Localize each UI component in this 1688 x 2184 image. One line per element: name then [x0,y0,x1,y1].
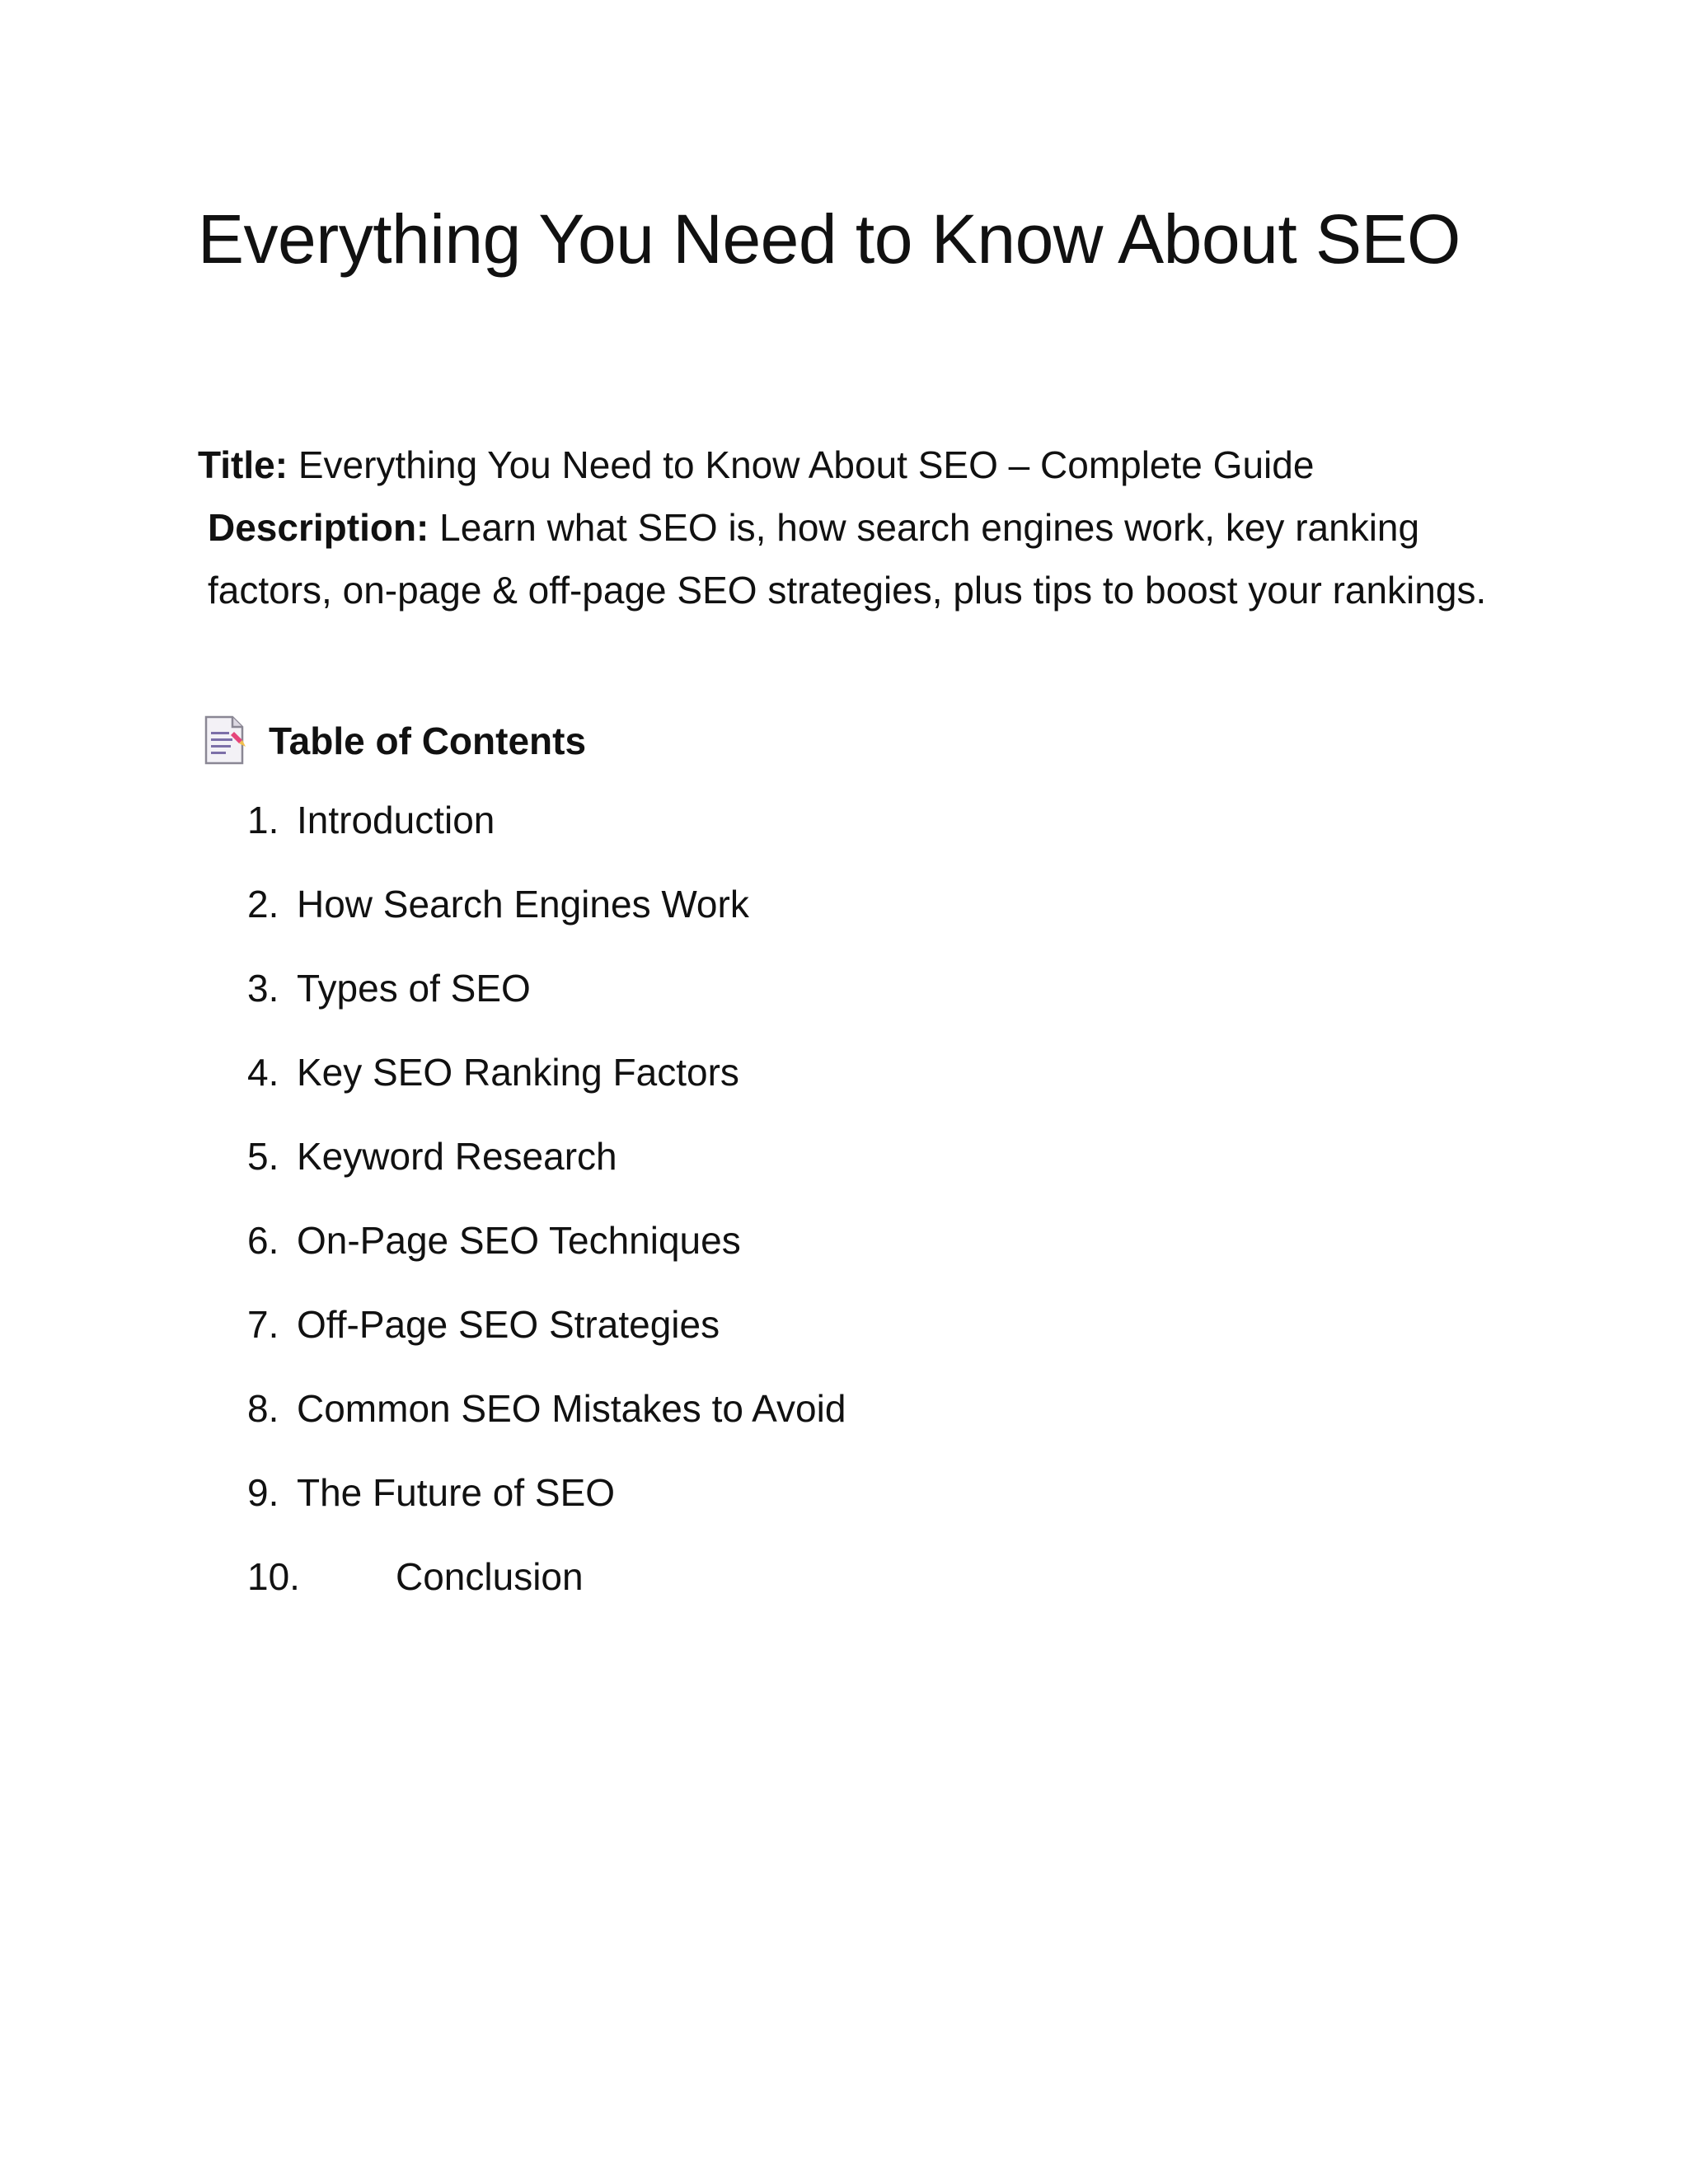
toc-item [247,1302,846,1386]
toc-item [247,1050,846,1134]
toc-item [247,1134,846,1218]
toc-item [247,882,846,966]
toc-item [247,798,846,882]
toc-item-number: 4. [247,1051,279,1094]
toc-item-number: 6. [247,1219,279,1262]
meta-description-value: Learn what SEO is, how search engines work, key ranking factors, on-page & off-page SEO strategies, plus tips to boost your rankings. [208,506,1487,612]
toc-heading [198,712,586,770]
toc-item-number: 2. [247,883,279,926]
toc-item [247,966,846,1050]
toc-item-number: 7. [247,1303,279,1346]
toc-item-label: Common SEO Mistakes to Avoid [297,1387,846,1430]
toc-item-label: Keyword Research [297,1135,617,1178]
toc-item-number: 3. [247,967,279,1010]
toc-item-number: 5. [247,1135,279,1178]
toc-item [247,1386,846,1470]
toc-item-label: How Search Engines Work [297,883,749,926]
meta-title-value: Everything You Need to Know About SEO – Complete Guide [288,443,1315,486]
toc-item-number: 1. [247,799,279,841]
page-title: Everything You Need to Know About SEO [198,200,1461,278]
toc-item [247,1554,846,1638]
meta-description-label: Description: [208,506,429,549]
toc-item-label: Types of SEO [297,967,531,1010]
toc-item-label: Key SEO Ranking Factors [297,1051,739,1094]
toc-heading-label: Table of Contents [269,719,587,762]
toc-item [247,1218,846,1302]
toc-item [247,1470,846,1554]
toc-item-number: 9. [247,1471,279,1514]
toc-item-label: The Future of SEO [297,1471,616,1514]
toc-item-label: Conclusion [396,1555,584,1598]
toc-list [247,798,846,1638]
meta-description-line [198,496,1500,621]
toc-item-number: 10. [247,1555,300,1598]
toc-item-label: On-Page SEO Techniques [297,1219,741,1262]
toc-item-number: 8. [247,1387,279,1430]
meta-block [198,434,1500,621]
meta-title-line [198,434,1500,496]
toc-item-label: Introduction [297,799,495,841]
meta-title-label: Title: [198,443,288,486]
document-icon [198,714,249,768]
toc-item-label: Off-Page SEO Strategies [297,1303,720,1346]
